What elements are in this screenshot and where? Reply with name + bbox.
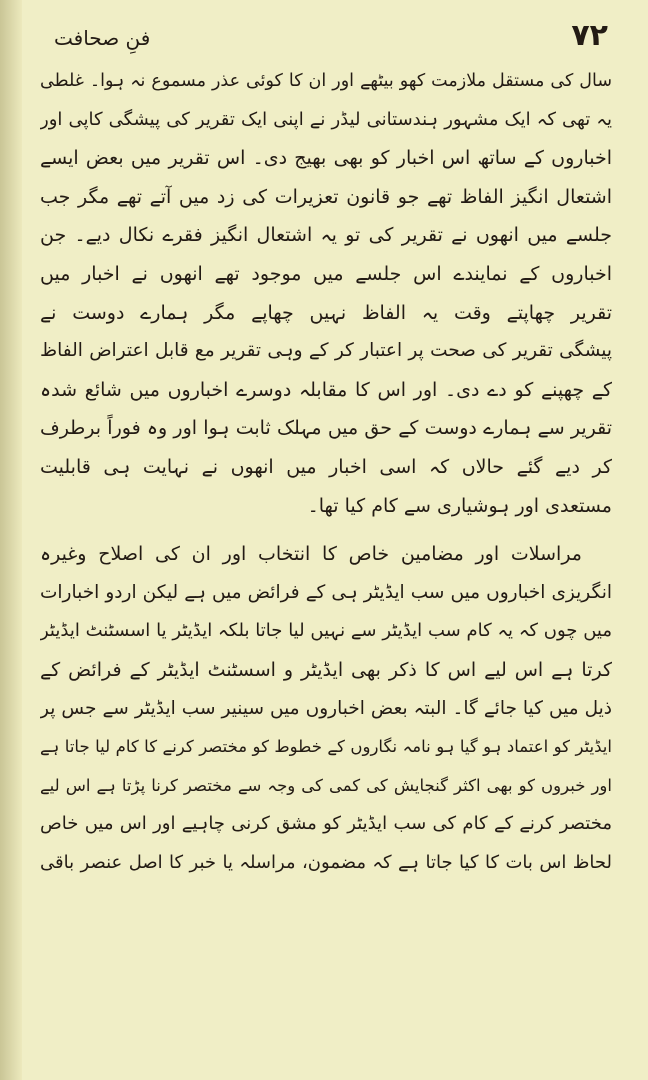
page-header	[40, 18, 608, 58]
text-line: مراسلات اور مضامین خاص کا انتخاب اور ان کی اصلاح وغیرہ	[40, 543, 582, 566]
text-line: ذیل میں کیا جائے گا۔ البتہ بعض اخباروں میں سینیر سب ایڈیٹر سے جس پر	[40, 697, 612, 719]
text-line: تقریر سے ہمارے دوست کے حق میں مہلک ثابت ہوا اور وہ فوراً برطرف	[40, 417, 612, 440]
text-line: مختصر کرنے کے کام کی سب ایڈیٹر کو مشق کرنی چاہیے اور اس میں خاص	[40, 813, 612, 835]
text-line: جلسے میں انھوں نے تقریر کی تو یہ اشتعال انگیز فقرے نکال دیے۔ جن	[40, 224, 612, 247]
text-line: تقریر چھاپتے وقت یہ الفاظ نہیں چھاپے مگر ہمارے دوست نے	[40, 301, 612, 324]
text-line: اور خبروں کو بھی اکثر گنجایش کی کمی کی وجہ سے مختصر کرنا پڑتا ہے اس لیے	[40, 775, 612, 795]
paragraph-2	[40, 535, 612, 882]
page-number: ۷۲	[571, 18, 608, 53]
page-spine-shadow	[0, 0, 22, 1080]
body-text	[40, 62, 612, 882]
text-line: ایڈیٹر کو اعتماد ہو گیا ہو نامہ نگاروں کے خطوط کو مختصر کرنے کا کام لیا جاتا ہے	[40, 737, 612, 757]
text-line: اخباروں کے ساتھ اس اخبار کو بھی بھیج دی۔ اس تقریر میں بعض ایسے	[40, 147, 612, 170]
text-line: مستعدی اور ہوشیاری سے کام کیا تھا۔	[307, 494, 612, 517]
text-line: کرتا ہے اس لیے اس کا ذکر بھی ایڈیٹر و اسسٹنٹ ایڈیٹر کے فرائض کے	[40, 658, 612, 681]
text-line: کے چھپنے کو دے دی۔ اور اس کا مقابلہ دوسرے اخباروں میں شائع شدہ	[40, 378, 612, 401]
text-line: پیشگی تقریر کی صحت پر اعتبار کر کے وہی تقریر مع قابل اعتراض الفاظ	[40, 340, 612, 362]
text-line: میں چوں کہ یہ کام سب ایڈیٹر سے نہیں لیا جاتا بلکہ ایڈیٹر یا اسسٹنٹ ایڈیٹر	[40, 620, 612, 642]
paragraph-gap	[40, 525, 612, 535]
text-line: سال کی مستقل ملازمت کھو بیٹھے اور ان کا کوئی عذر مسموع نہ ہوا۔ غلطی	[40, 71, 612, 91]
text-line: لحاظ اس بات کا کیا جاتا ہے کہ مضمون، مراسلہ یا خبر کا اصل عنصر باقی	[40, 851, 612, 873]
running-title: فنِ صحافت	[54, 26, 151, 50]
text-line: انگریزی اخباروں میں سب ایڈیٹر ہی کے فرائض میں ہے لیکن اردو اخبارات	[40, 581, 612, 603]
text-line: اخباروں کے نمایندے اس جلسے میں موجود تھے انھوں نے اخبار میں	[40, 262, 612, 285]
paragraph-1	[40, 62, 612, 525]
text-line: کر دیے گئے حالاں کہ اسی اخبار میں انھوں نے نہایت ہی قابلیت	[40, 455, 612, 478]
text-line: اشتعال انگیز الفاظ تھے جو قانون تعزیرات کی زد میں آتے تھے مگر جب	[40, 185, 612, 208]
text-line: یہ تھی کہ ایک مشہور ہندستانی لیڈر نے اپنی ایک تقریر کی پیشگی کاپی اور	[40, 108, 612, 130]
